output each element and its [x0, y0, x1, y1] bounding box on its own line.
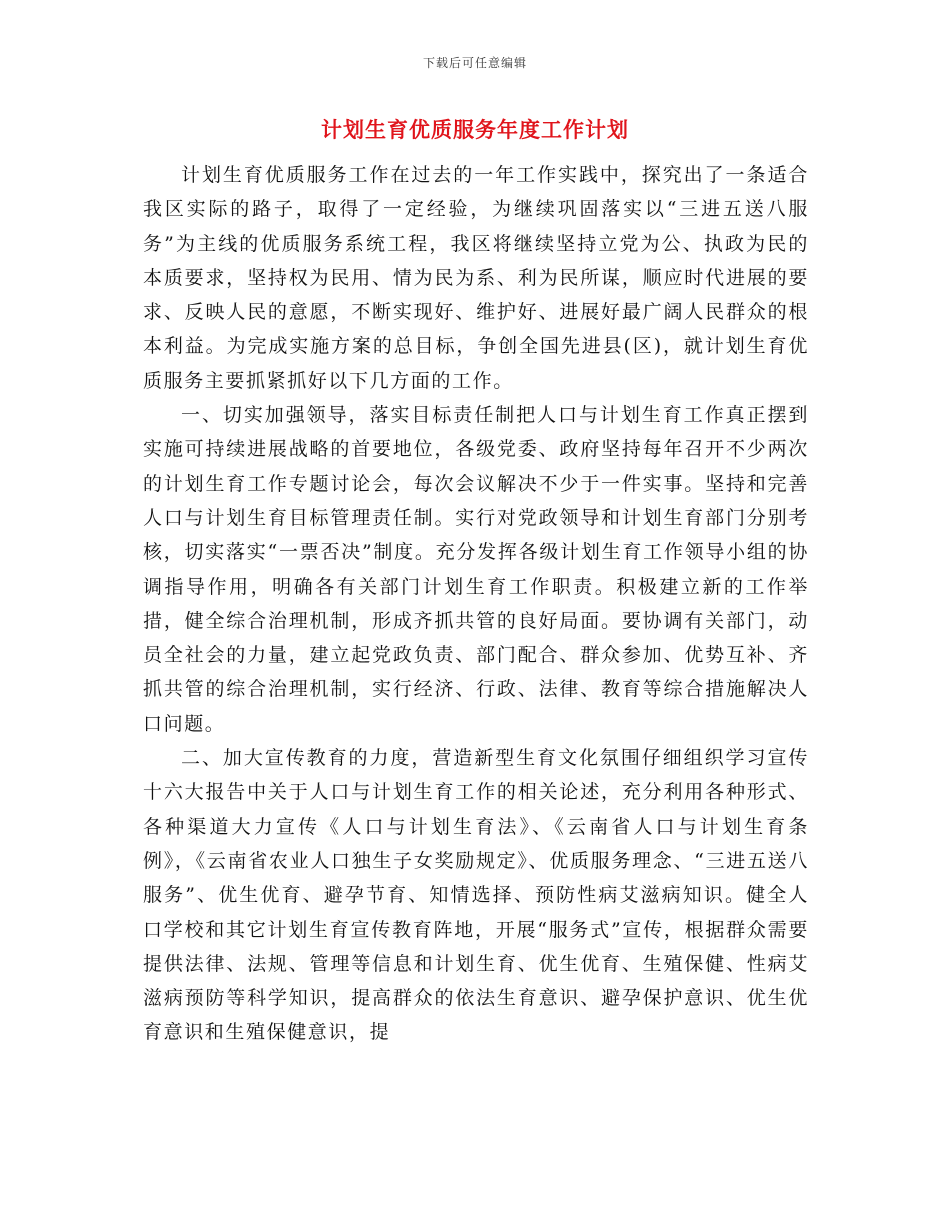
paragraph-section-1: 一、切实加强领导，落实目标责任制把人口与计划生育工作真正摆到实施可持续进展战略的首要地位，各级党委、政府坚持每年召开不少两次的计划生育工作专题讨论会，每次会议解决不少于一件实事。坚持和完善人口与计划生育目标管理责任制。实行对党政领导和计划生育部门分别考核，切实落实“一票否决”制度。充分发挥各级计划生育工作领导小组的协调指导作用，明确各有关部门计划生育工作职责。积极建立新的工作举措，健全综合治理机制，形成齐抓共管的良好局面。要协调有关部门，动员全社会的力量，建立起党政负责、部门配合、群众参加、优势互补、齐抓共管的综合治理机制，实行经济、行政、法律、教育等综合措施解决人口问题。 — [143, 404, 809, 735]
document-body — [143, 158, 809, 1050]
paragraph-intro: 计划生育优质服务工作在过去的一年工作实践中，探究出了一条适合我区实际的路子，取得了一定经验，为继续巩固落实以“三进五送八服务”为主线的优质服务系统工程，我区将继续坚持立党为公、执政为民的本质要求，坚持权为民用、情为民为系、利为民所谋，顺应时代进展的要求、反映人民的意愿，不断实现好、维护好、进展好最广阔人民群众的根本利益。为完成实施方案的总目标，争创全国先进县(区)，就计划生育优质服务主要抓紧抓好以下几方面的工作。 — [143, 164, 809, 392]
header-note: 下载后可任意编辑 — [422, 56, 527, 70]
paragraph-section-2: 二、加大宣传教育的力度，营造新型生育文化氛围仔细组织学习宣传十六大报告中关于人口与计划生育工作的相关论述，充分利用各种形式、各种渠道大力宣传《人口与计划生育法》、《云南省人口与计划生育条例》，《云南省农业人口独生子女奖励规定》、优质服务理念、“三进五送八服务”、优生优育、避孕节育、知情选择、预防性病艾滋病知识。健全人口学校和其它计划生育宣传教育阵地，开展“服务式”宣传，根据群众需要提供法律、法规、管理等信息和计划生育、优生优育、生殖保健、性病艾滋病预防等科学知识，提高群众的依法生育意识、避孕保护意识、优生优育意识和生殖保健意识，提 — [143, 747, 809, 1044]
page-title: 计划生育优质服务年度工作计划 — [321, 117, 629, 142]
